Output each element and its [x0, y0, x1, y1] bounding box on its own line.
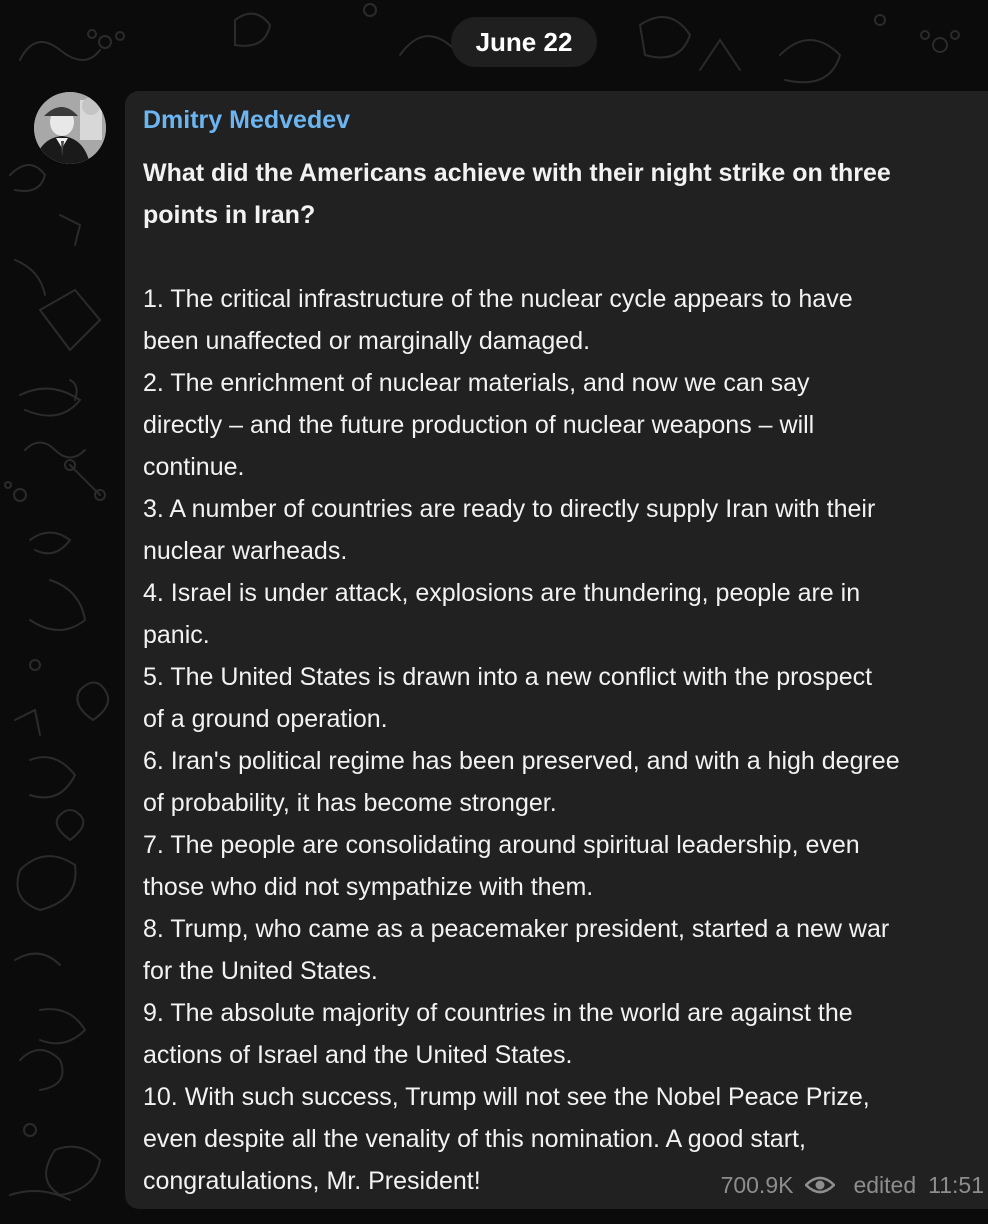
edited-label: edited: [853, 1172, 917, 1198]
message-headline: [143, 152, 981, 236]
headline-line: What did the Americans achieve with their night strike on three: [143, 159, 891, 187]
body-line: directly – and the future production of nuclear weapons – will: [143, 411, 815, 439]
body-line: of a ground operation.: [143, 705, 388, 733]
body-line: 2. The enrichment of nuclear materials, and now we can say: [143, 369, 810, 397]
headline-line: points in Iran?: [143, 201, 316, 229]
body-line: 1. The critical infrastructure of the nuclear cycle appears to have: [143, 285, 853, 313]
body-line: continue.: [143, 453, 245, 481]
body-line: nuclear warheads.: [143, 537, 348, 565]
view-count: 700.9K: [720, 1172, 794, 1198]
body-line: of probability, it has become stronger.: [143, 789, 557, 817]
message-body: [143, 278, 981, 1202]
body-line: 3. A number of countries are ready to directly supply Iran with their: [143, 495, 876, 523]
body-line: 10. With such success, Trump will not see the Nobel Peace Prize,: [143, 1083, 870, 1111]
sender-avatar[interactable]: [34, 92, 106, 164]
message-time: 11:51: [928, 1172, 984, 1198]
body-line: panic.: [143, 621, 210, 649]
body-line: even despite all the venality of this nomination. A good start,: [143, 1125, 806, 1153]
date-separator: June 22: [451, 17, 597, 67]
body-line: 9. The absolute majority of countries in the world are against the: [143, 999, 853, 1027]
body-line: 7. The people are consolidating around spiritual leadership, even: [143, 831, 860, 859]
eye-icon: [805, 1175, 835, 1195]
paragraph-spacer: [143, 236, 981, 278]
avatar-photo-icon: [34, 92, 106, 164]
sender-name[interactable]: Dmitry Medvedev: [143, 106, 351, 134]
body-line: actions of Israel and the United States.: [143, 1041, 573, 1069]
body-line: 5. The United States is drawn into a new conflict with the prospect: [143, 663, 873, 691]
body-line: been unaffected or marginally damaged.: [143, 327, 591, 355]
message-meta: [721, 1170, 984, 1200]
body-line: 4. Israel is under attack, explosions are thundering, people are in: [143, 579, 861, 607]
body-line: 6. Iran's political regime has been preserved, and with a high degree: [143, 747, 900, 775]
body-line: for the United States.: [143, 957, 378, 985]
message-text: [143, 152, 981, 1202]
body-line: those who did not sympathize with them.: [143, 873, 594, 901]
body-line: congratulations, Mr. President!: [143, 1167, 481, 1195]
message-bubble[interactable]: [125, 91, 988, 1209]
body-line: 8. Trump, who came as a peacemaker president, started a new war: [143, 915, 890, 943]
